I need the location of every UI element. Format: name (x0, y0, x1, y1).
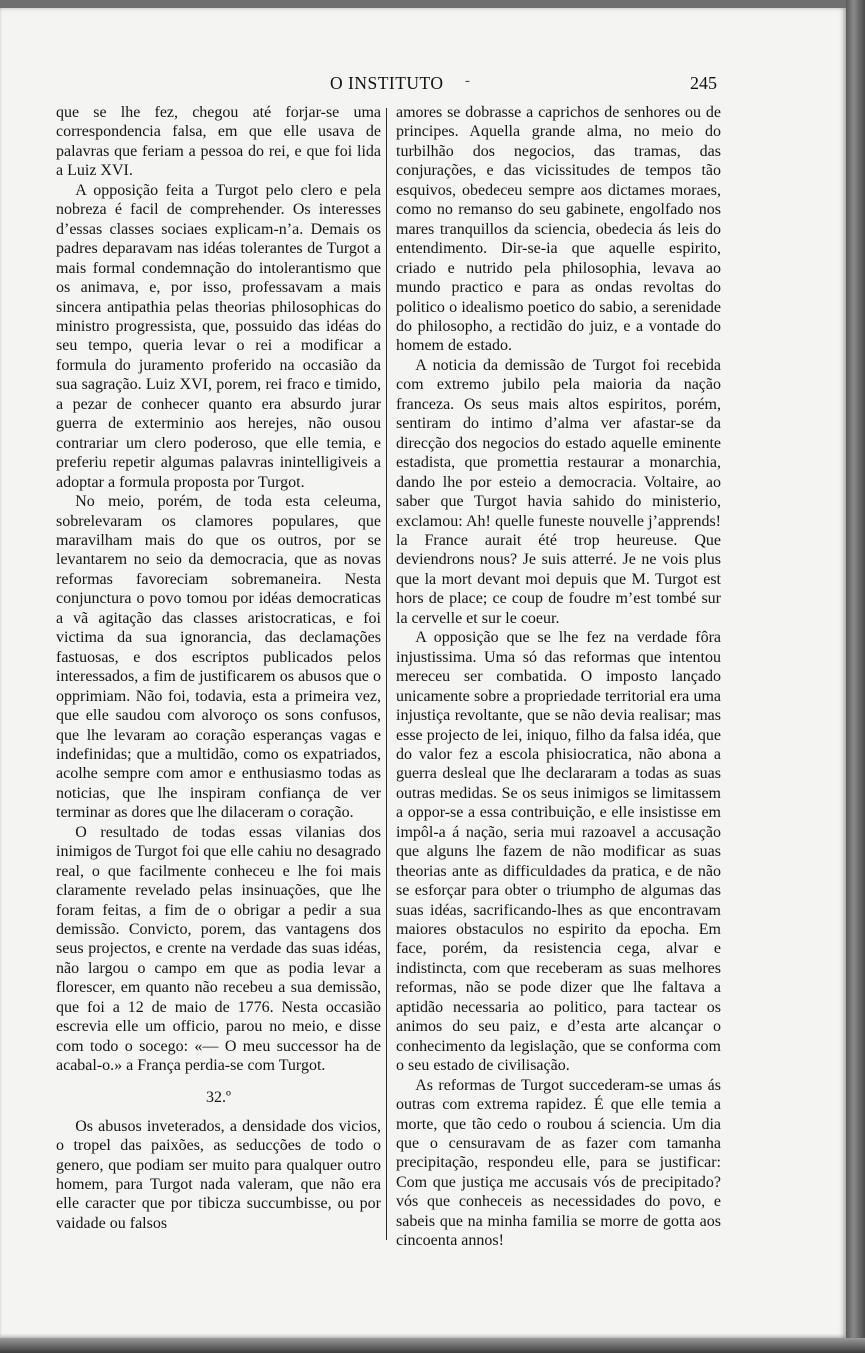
running-header-title: O INSTITUTO (330, 73, 444, 93)
page-edge (846, 0, 865, 1353)
paragraph: A opposição feita a Turgot pelo clero e pela nobreza é facil de comprehender. Os interesses d’essas classes sociaes explicam-n’a. Demais os padres deparavam nas idéas tolerantes de Turgot a mais formal condemnação do intolerantismo que os animava, e, por isso, professavam a mais sincera antipathia pelas theorias philosophicas do ministro progressista, que, possuido das idéas do seu tempo, queria levar o rei a modificar a formula do juramento proferido na occasião da sua sagração. Luiz XVI, porem, rei fraco e timido, a pezar de conhecer quanto era absurdo jurar guerra de exterminio aos herejes, não ousou contrariar um clero poderoso, que elle temia, e preferiu repetir algumas palavras inintelligiveis a adoptar a formula proposta por Turgot. (56, 181, 381, 491)
column-divider (386, 108, 387, 1240)
paragraph: que se lhe fez, chegou até forjar-se uma correspondencia falsa, em que elle usava de palavras que feriam a pessoa do rei, e que foi lida a Luiz XVI. (56, 104, 381, 180)
paragraph: amores se dobrasse a caprichos de senhores ou de principes. Aquella grande alma, no meio do turbilhão dos negocios, das tramas, das conjurações, e das vicissitudes de tempos tão esquivos, obedeceu sempre aos dictames moraes, como no remanso do seu gabinete, engolfado nos mares tranquillos da sciencia, obedecia ás leis do entendimento. Dir-se-ia que aquelle espirito, criado e nutrido pela philosophia, levava ao mundo practico e para as ondas revoltas do politico o idealismo poetico do sabio, a serenidade do philosopho, a rectidão do juiz, e a vontade do homem de estado. (396, 104, 721, 355)
right-column (396, 103, 721, 1251)
paragraph: No meio, porém, de toda esta celeuma, sobrelevaram os clamores populares, que maravilham mais do que os outros, por se levantarem no seio da democracia, que as novas reformas favoreciam sobremaneira. Nesta conjunctura o povo tomou por idéas democraticas a vã agitação das classes aristocraticas, e foi victima da sua ignorancia, das declamações fastuosas, e dos escriptos publicados pelos interessados, a fim de justificarem os abusos que o opprimiam. Não foi, todavia, esta a primeira vez, que elle saudou com alvoroço os sons confusos, que lhe levaram ao coração esperanças vagas e indefinidas; que a multidão, como os expatriados, acolhe sempre com amor e enthusiasmo todas as noticias, que lhe inspiram confiança de ver terminar as dores que lhe dilaceram o coração. (56, 493, 381, 822)
bottom-edge (0, 1338, 865, 1353)
running-header-dash: - (465, 73, 470, 89)
paragraph: A noticia da demissão de Turgot foi recebida com extremo jubilo pela maioria da nação franceza. Os seus mais altos espiritos, porém, sentiram do intimo d’alma ver afastar-se da direcção dos negocios do estado aquelle eminente estadista, que promettia restaurar a monarchia, dando lhe por esteio a democracia. Voltaire, ao saber que Turgot havia sahido do ministerio, exclamou: Ah! quelle funeste nouvelle j’apprends! la France aurait été trop heureuse. Que deviendrons nous? Je suis atterré. Je ne vois plus que la mort devant moi depuis que M. Turgot est hors de place; ce coup de foudre m’est tombé sur la cervelle et sur le coeur. (396, 356, 721, 627)
paragraph: Os abusos inveterados, a densidade dos vicios, o tropel das paixões, as seducções de todo o genero, que podiam ser muito para qualquer outro homem, para Turgot nada valeram, que não era elle caracter que por tibicza succumbisse, ou por vaidade ou falsos (56, 1117, 381, 1232)
left-column (56, 103, 381, 1233)
page-number: 245 (690, 73, 717, 93)
section-number: 32.º (206, 1088, 231, 1106)
paragraph: O resultado de todas essas vilanias dos inimigos de Turgot foi que elle cahiu no desagrado real, o que facilmente conheceu e lhe foi mais claramente revelado pelas insinuações, que lhe foram feitas, a fim de o obrigar a pedir a sua demissão. Convicto, porem, das vantagens dos seus projectos, e crente na verdade das suas idéas, não largou o campo em que as podia levar a florescer, em quanto não recebeu a sua demissão, que foi a 12 de maio de 1776. Nesta occasião escrevia elle um officio, parou no meio, e disse com todo o socego: «— O meu successor ha de acabal-o.» a França perdia-se com Turgot. (56, 823, 381, 1075)
paragraph: As reformas de Turgot succederam-se umas ás outras com extrema rapidez. É que elle temia a morte, que tão cedo o roubou á sciencia. Um dia que o censuravam de as fazer com tamanha precipitação, respondeu elle, para se justificar: Com que justiça me accusais vós de precipitado? vós que conheceis as necessidades do povo, e sabeis que na minha familia se morre de gotta aos cincoenta annos! (396, 1076, 721, 1250)
paragraph: A opposição que se lhe fez na verdade fôra injustissima. Uma só das reformas que intentou mereceu ser combatida. O imposto lançado unicamente sobre a propriedade territorial era uma injustiça revoltante, que se não devia realisar; mas esse projecto de lei, iniquo, filho da falsa idéa, que do valor fez a escola phisiocratica, não abona a guerra desleal que lhe declararam a todas as suas outras medidas. Se os seus inimigos se limitassem a oppor-se a essa contribuição, e elle insistisse em impôl-a á nação, seria mui razoavel a accusação que alguns lhe fazem de não modificar as suas theorias ante as difficuldades da pratica, e de não se esforçar para obter o triumpho de algumas das suas idéas, sacrificando-lhes as que encontravam maiores obstaculos no espirito da epocha. Em face, porém, da resistencia cega, alvar e indistincta, com que receberam as suas melhores reformas, não se pode dizer que lhe faltava a aptidão necessaria ao politico, para tactear os animos do seu paiz, e d’esta arte alcançar o conhecimento da legislação, que se conforma com o seu estado de civilisação. (396, 629, 721, 1075)
